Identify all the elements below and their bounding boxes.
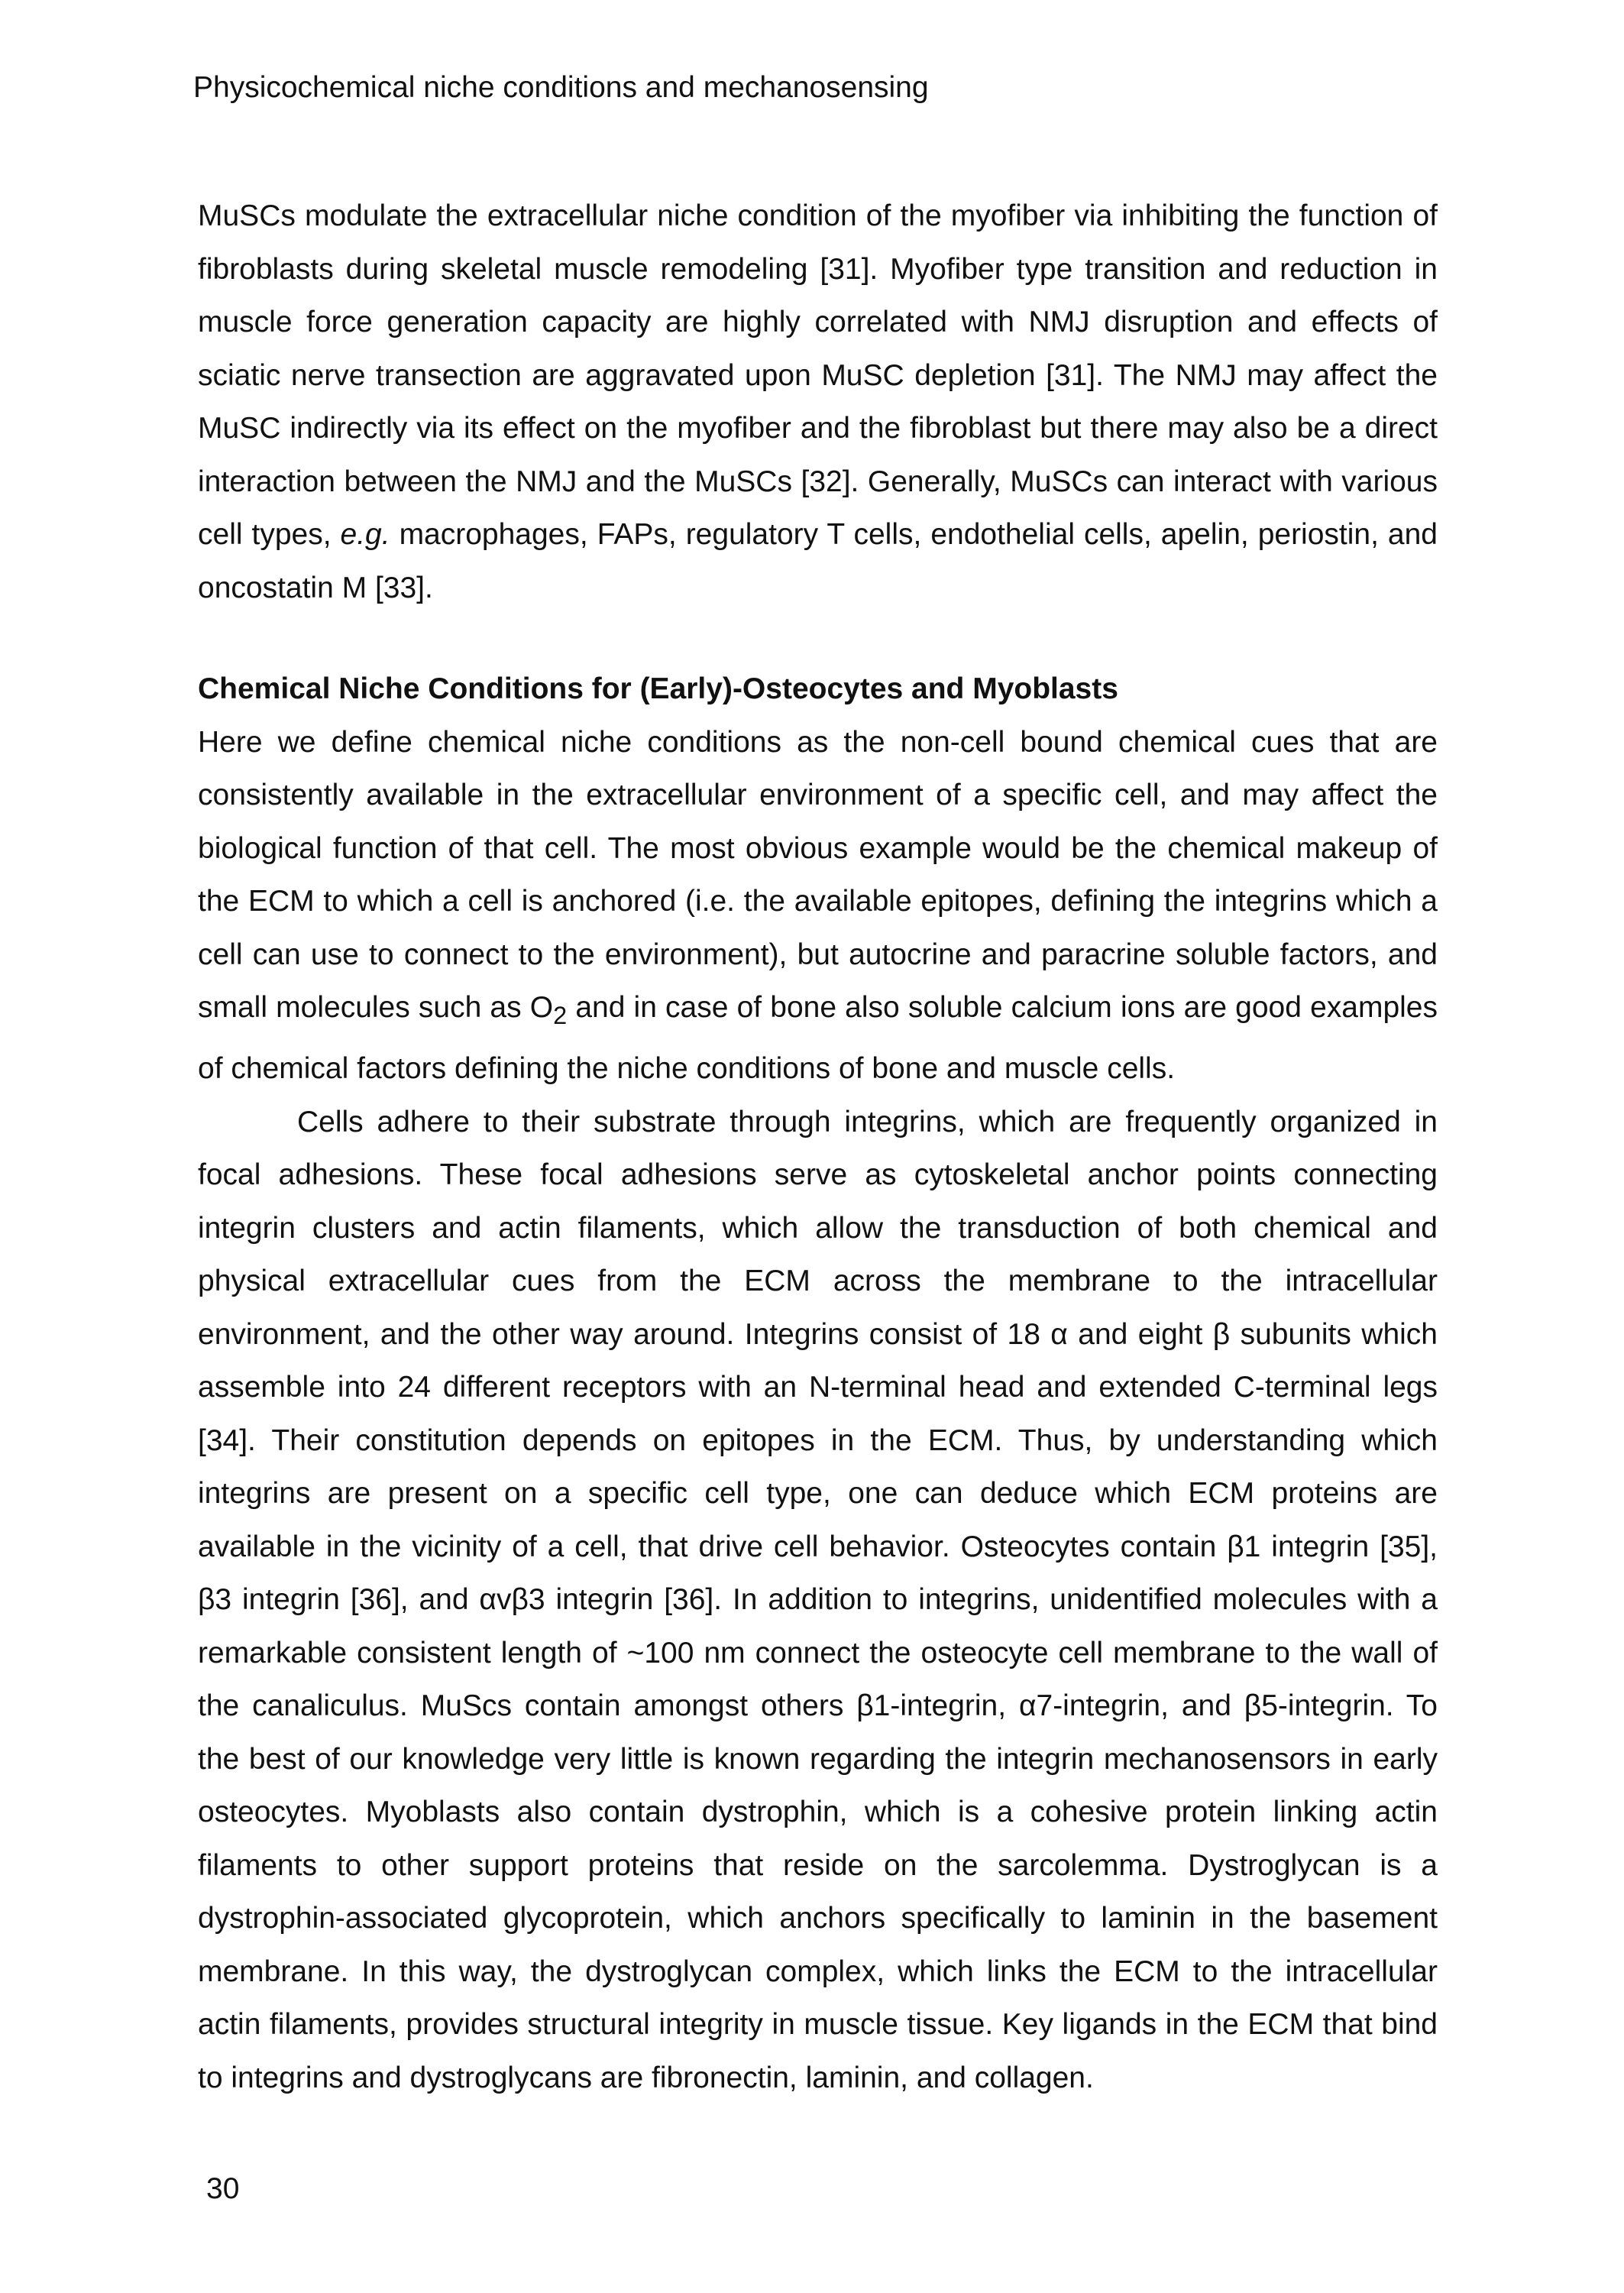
paragraph-1-text-a: MuSCs modulate the extracellular niche condition of the myofiber via inhibiting the function of fibroblasts during skeletal muscle remodeling [31]. Myofiber type transition and reduction in muscle force generation capacity are highly correlated with NMJ disruption and effects of sciatic nerve transection are aggravated upon MuSC depletion [31]. The NMJ may affect the MuSC indirectly via its effect on the myofiber and the fibroblast but there may also be a direct interaction between the NMJ and the MuSCs [32]. Generally, MuSCs can interact with various cell types,: [198, 199, 1438, 551]
section-heading: Chemical Niche Conditions for (Early)-Osteocytes and Myoblasts: [198, 672, 1118, 705]
paragraph-1-italic: e.g.: [340, 518, 390, 551]
paragraph-2: [198, 716, 1438, 1096]
section-chemical-niche: [198, 662, 1438, 2104]
paragraph-2-text-a: Here we define chemical niche conditions as the non-cell bound chemical cues that are consistently available in the extracellular environment of a specific cell, and may affect the biological function of that cell. The most obvious example would be the chemical makeup of the ECM to which a cell is anchored (i.e. the available epitopes, defining the integrins which a cell can use to connect to the environment), but autocrine and paracrine soluble factors, and small molecules such as O: [198, 725, 1438, 1024]
running-header: Physicochemical niche conditions and mechanosensing: [193, 71, 929, 104]
paragraph-1-text-b: macrophages, FAPs, regulatory T cells, endothelial cells, apelin, periostin, and oncostatin M [33].: [198, 518, 1438, 604]
paragraph-musc-niche: [198, 189, 1438, 614]
paragraph-1: [198, 189, 1438, 614]
paragraph-2-subscript: 2: [553, 1001, 568, 1029]
paragraph-3: Cells adhere to their substrate through integrins, which are frequently organized in focal adhesions. These focal adhesions serve as cytoskeletal anchor points connecting integrin clusters and actin filaments, which allow the transduction of both chemical and physical extracellular cues from the ECM across the membrane to the intracellular environment, and the other way around. Integrins consist of 18 α and eight β subunits which assemble into 24 different receptors with an N-terminal head and extended C-terminal legs [34]. Their constitution depends on epitopes in the ECM. Thus, by understanding which integrins are present on a specific cell type, one can deduce which ECM proteins are available in the vicinity of a cell, that drive cell behavior. Osteocytes contain β1 integrin [35], β3 integrin [36], and αvβ3 integrin [36]. In addition to integrins, unidentified molecules with a remarkable consistent length of ~100 nm connect the osteocyte cell membrane to the wall of the canaliculus. MuScs contain amongst others β1-integrin, α7-integrin, and β5-integrin. To the best of our knowledge very little is known regarding the integrin mechanosensors in early osteocytes. Myoblasts also contain dystrophin, which is a cohesive protein linking actin filaments to other support proteins that reside on the sarcolemma. Dystroglycan is a dystrophin-associated glycoprotein, which anchors specifically to laminin in the basement membrane. In this way, the dystroglycan complex, which links the ECM to the intracellular actin filaments, provides structural integrity in muscle tissue. Key ligands in the ECM that bind to integrins and dystroglycans are fibronectin, laminin, and collagen.: [198, 1105, 1438, 2094]
paragraph-2-text-b: and in case of bone also soluble calcium ions are good examples of chemical factors defining the niche conditions of bone and muscle cells.: [198, 991, 1438, 1086]
page-number: 30: [206, 2172, 240, 2205]
